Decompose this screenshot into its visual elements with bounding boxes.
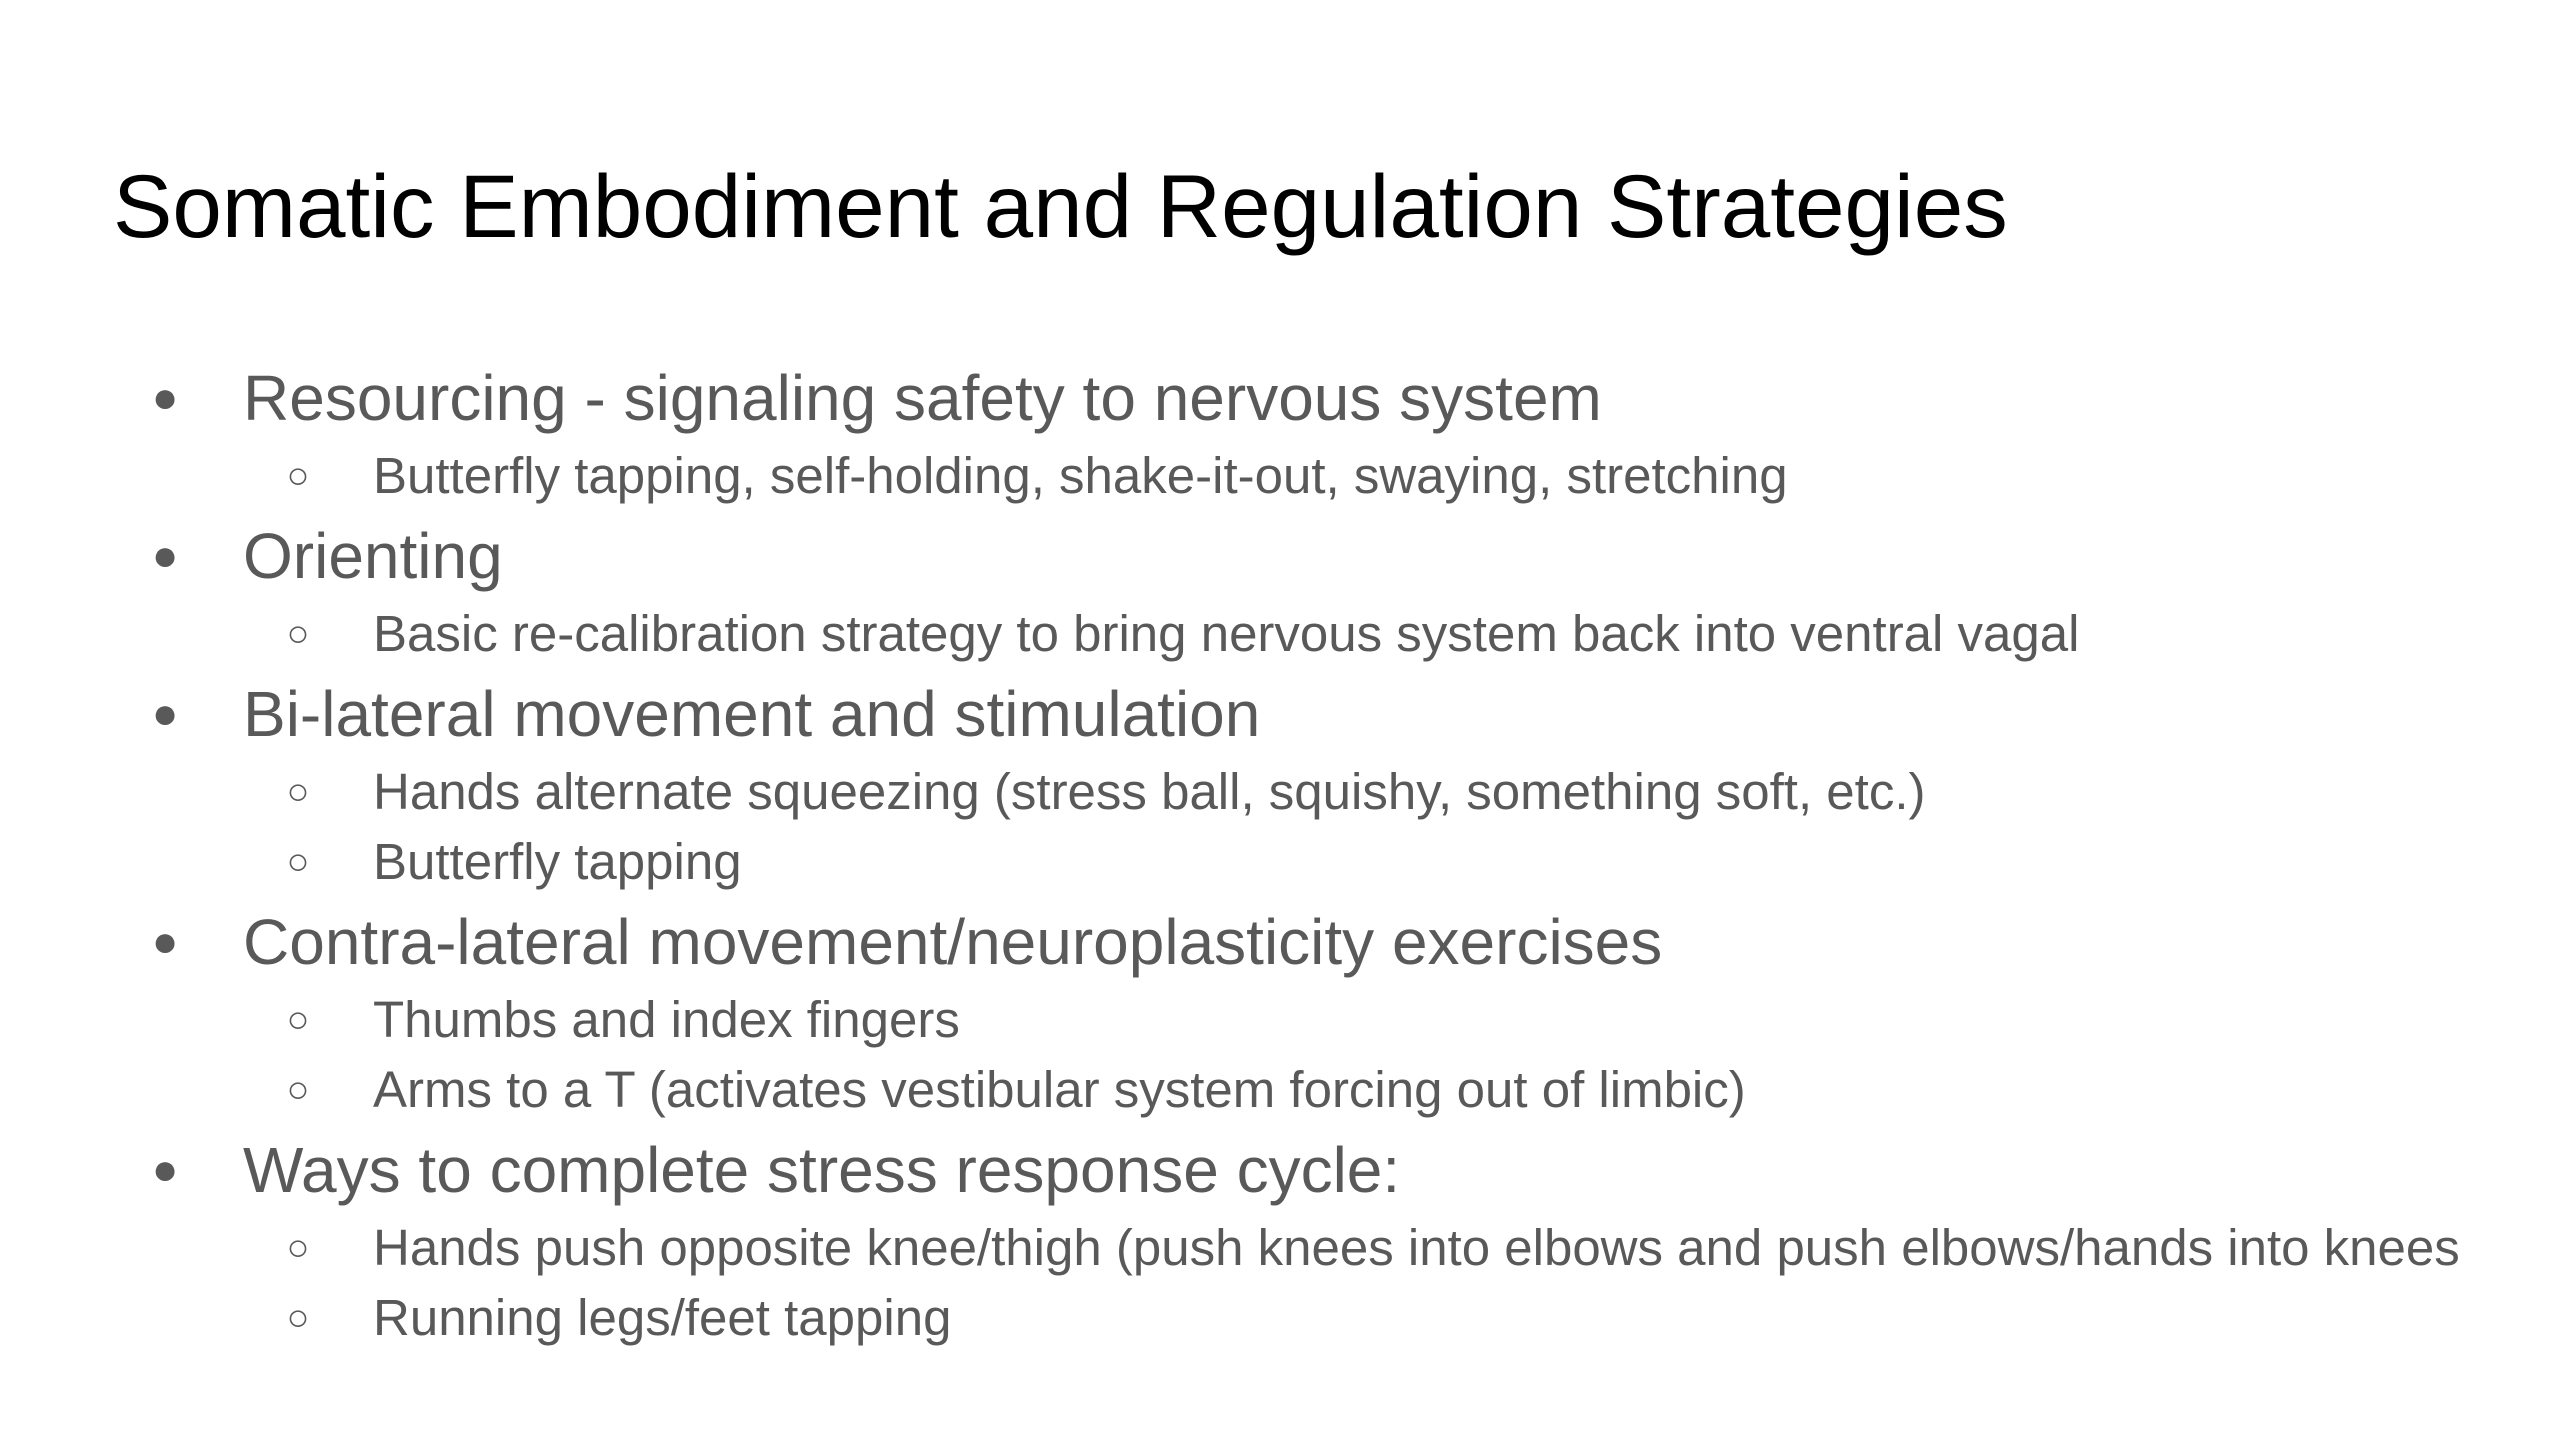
bullet-filled-icon: ● — [151, 689, 179, 738]
sub-bullet-item-text: Basic re-calibration strategy to bring nervous system back into ventral vagal — [373, 605, 2080, 662]
bullet-filled-icon: ● — [151, 373, 179, 422]
bullet-hollow-icon: ○ — [286, 613, 310, 655]
bullet-item-text: Contra-lateral movement/neuroplasticity exercises — [243, 906, 1663, 978]
bullet-item-text: Ways to complete stress response cycle: — [243, 1134, 1401, 1206]
bullet-hollow-icon: ○ — [286, 841, 310, 883]
slide-title: Somatic Embodiment and Regulation Strategies — [113, 156, 2008, 256]
sub-bullet-item-text: Arms to a T (activates vestibular system forcing out of limbic) — [373, 1061, 1746, 1118]
sub-bullet-item-text: Hands alternate squeezing (stress ball, squishy, something soft, etc.) — [373, 763, 1926, 820]
sub-bullet-item-text: Thumbs and index fingers — [373, 991, 960, 1048]
bullet-filled-icon: ● — [151, 917, 179, 966]
bullet-filled-icon: ● — [151, 1145, 179, 1194]
bullet-hollow-icon: ○ — [286, 771, 310, 813]
bullet-hollow-icon: ○ — [286, 1297, 310, 1339]
bullet-filled-icon: ● — [151, 531, 179, 580]
bullet-hollow-icon: ○ — [286, 455, 310, 497]
bullet-item-text: Resourcing - signaling safety to nervous system — [243, 362, 1602, 434]
sub-bullet-item-text: Butterfly tapping, self-holding, shake-it-out, swaying, stretching — [373, 447, 1788, 504]
bullet-item-text: Orienting — [243, 520, 503, 592]
sub-bullet-item-text: Hands push opposite knee/thigh (push knees into elbows and push elbows/hands into knees — [373, 1219, 2460, 1276]
bullet-hollow-icon: ○ — [286, 999, 310, 1041]
sub-bullet-item-text: Butterfly tapping — [373, 833, 742, 890]
bullet-hollow-icon: ○ — [286, 1069, 310, 1111]
bullet-hollow-icon: ○ — [286, 1227, 310, 1269]
bullet-item-text: Bi-lateral movement and stimulation — [243, 678, 1261, 750]
sub-bullet-item-text: Running legs/feet tapping — [373, 1289, 952, 1346]
